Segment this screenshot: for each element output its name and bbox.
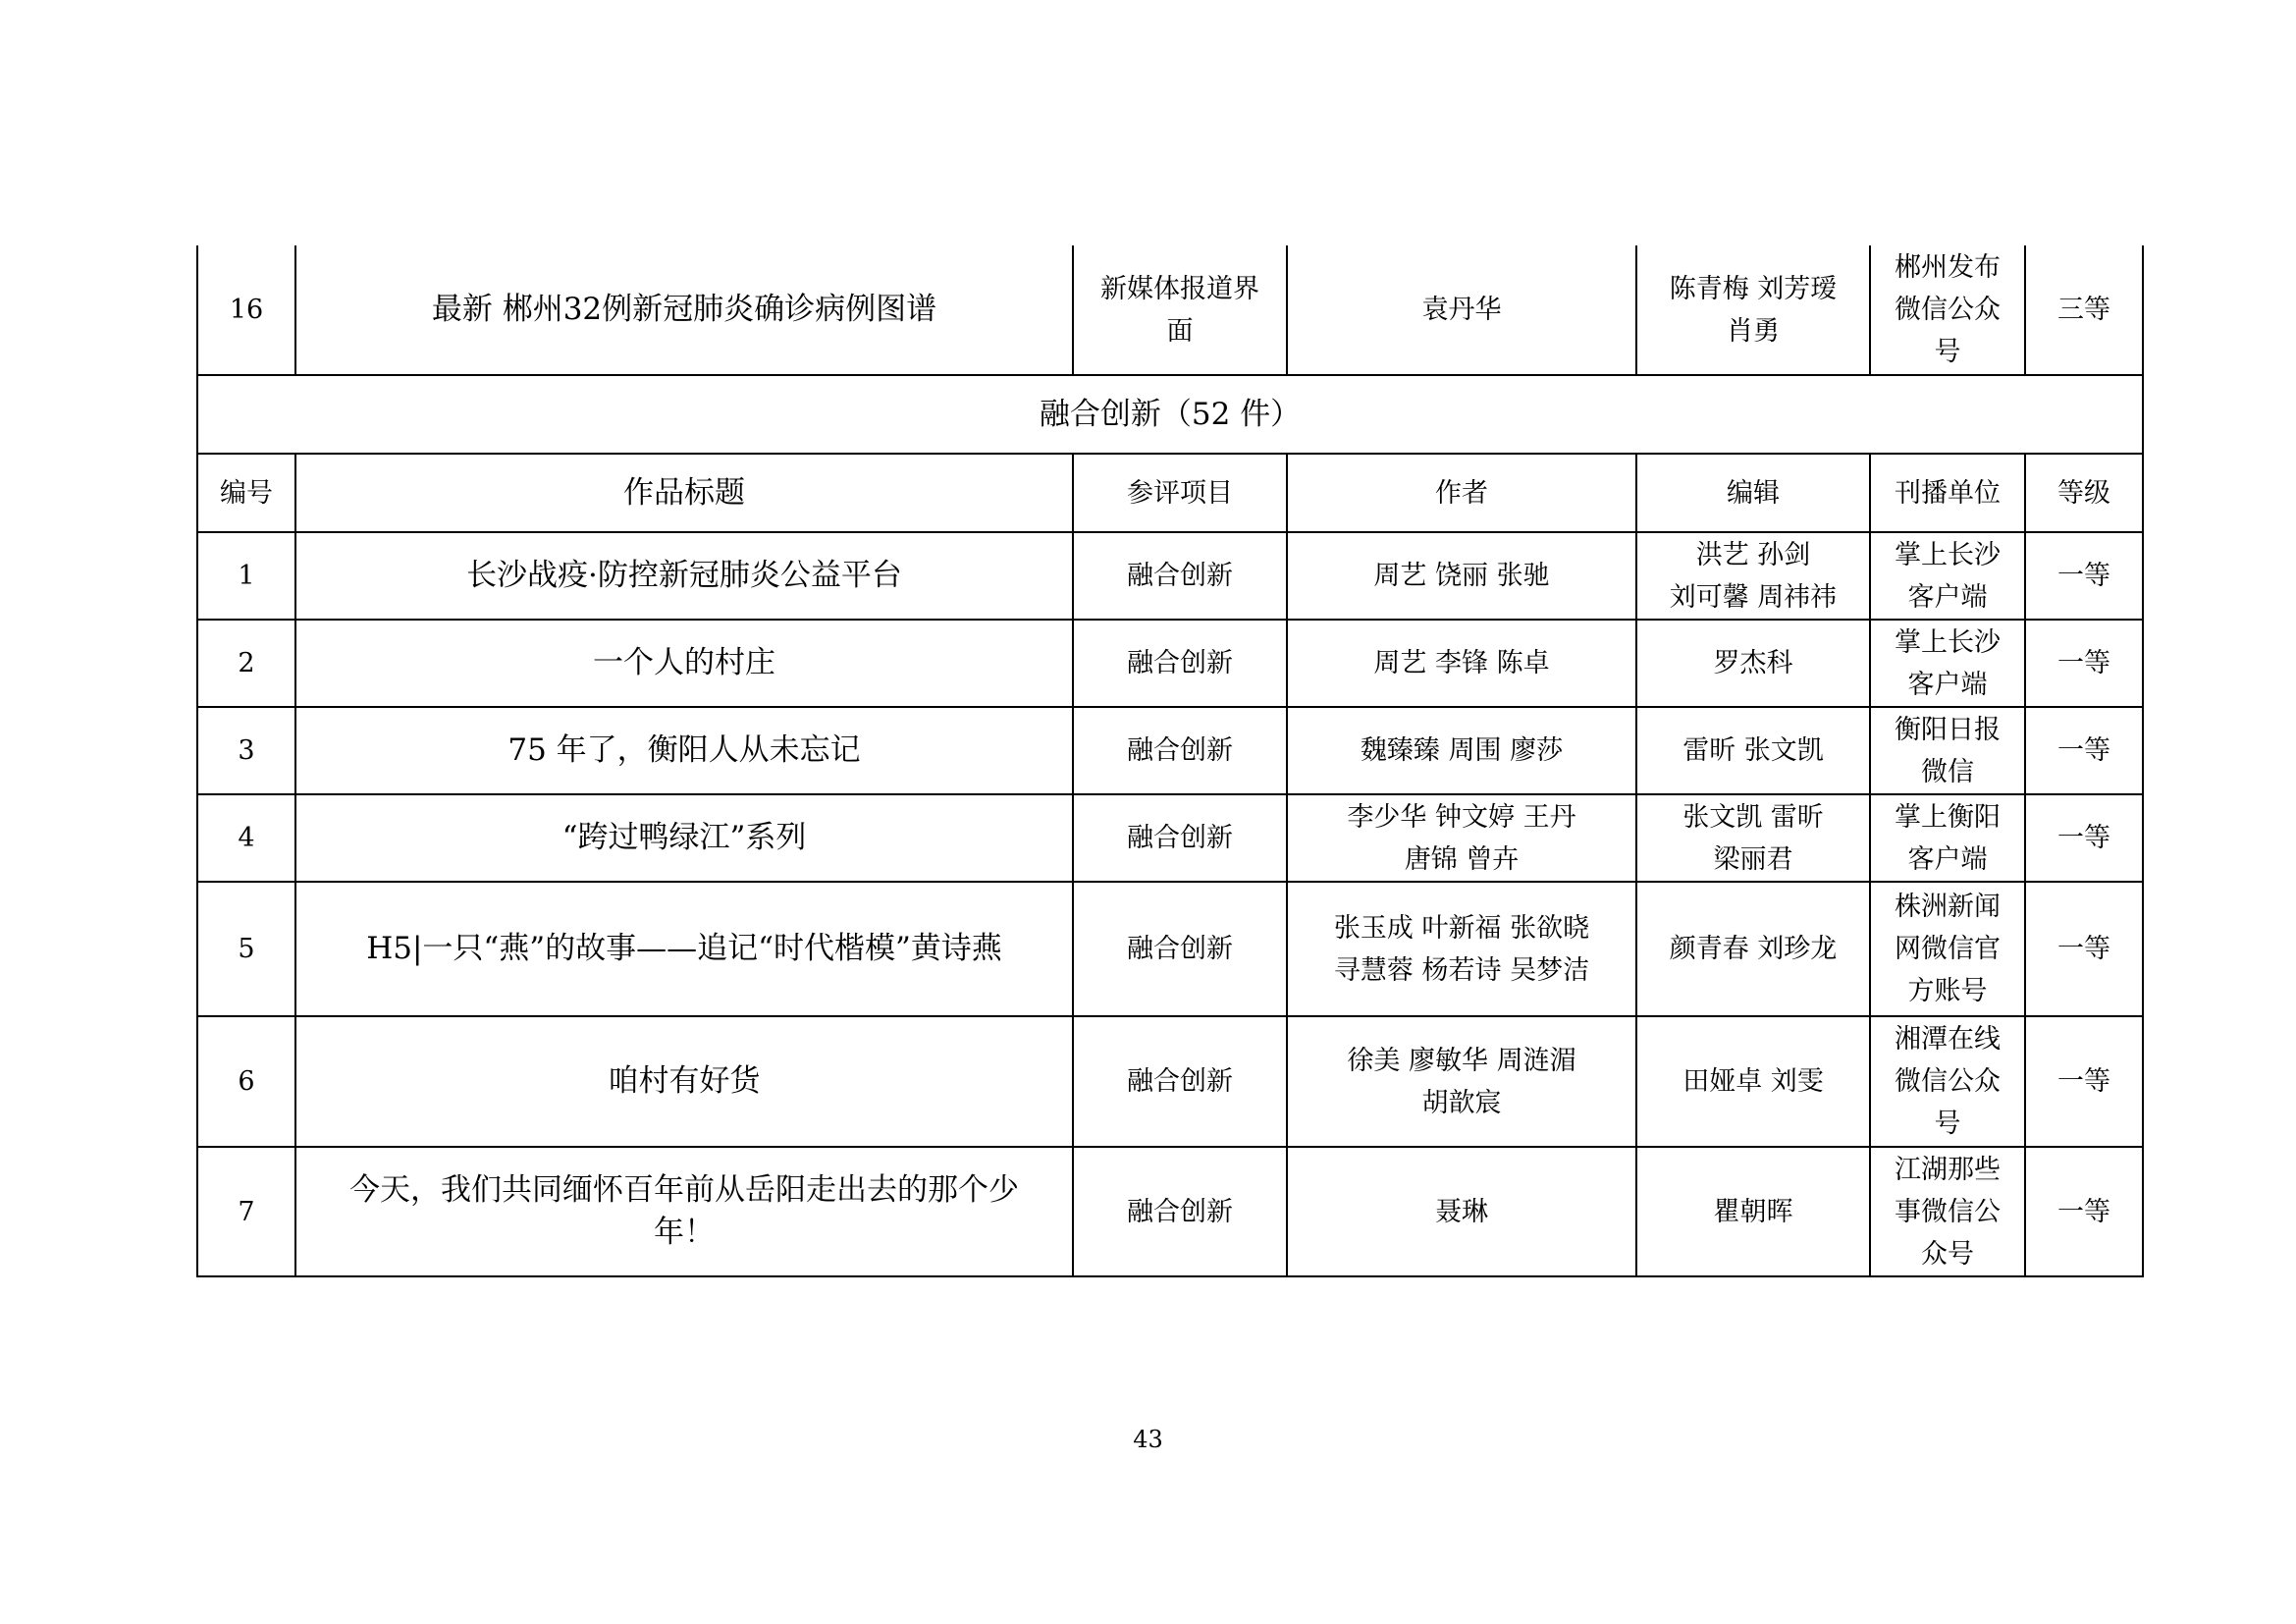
table-row (197, 532, 2143, 620)
cell-title: 长沙战疫·防控新冠肺炎公益平台 (295, 532, 1073, 620)
cell-publisher: 江湖那些 事微信公 众号 (1870, 1147, 2025, 1276)
cell-author: 袁丹华 (1287, 245, 1636, 375)
page-number: 43 (1133, 1426, 1163, 1453)
cell-author: 李少华 钟文婷 王丹 唐锦 曾卉 (1287, 794, 1636, 882)
cell-category: 融合创新 (1073, 882, 1287, 1016)
section-row (197, 375, 2143, 454)
cell-grade: 一等 (2025, 707, 2143, 794)
cell-category: 融合创新 (1073, 1016, 1287, 1147)
table-row (197, 1016, 2143, 1147)
cell-title: 一个人的村庄 (295, 620, 1073, 707)
cell-publisher: 掌上长沙 客户端 (1870, 620, 2025, 707)
table-row (197, 245, 2143, 375)
cell-grade: 一等 (2025, 1147, 2143, 1276)
cell-publisher: 湘潭在线 微信公众 号 (1870, 1016, 2025, 1147)
cell-title: “跨过鸭绿江”系列 (295, 794, 1073, 882)
cell-title: 最新 郴州32例新冠肺炎确诊病例图谱 (295, 245, 1073, 375)
cell-grade: 一等 (2025, 882, 2143, 1016)
cell-publisher: 株洲新闻 网微信官 方账号 (1870, 882, 2025, 1016)
cell-title: 咱村有好货 (295, 1016, 1073, 1147)
cell-publisher: 衡阳日报 微信 (1870, 707, 2025, 794)
table-row (197, 794, 2143, 882)
cell-editor: 陈青梅 刘芳瑷 肖勇 (1636, 245, 1870, 375)
cell-no: 16 (197, 245, 295, 375)
header-editor: 编辑 (1636, 454, 1870, 532)
cell-publisher: 掌上衡阳 客户端 (1870, 794, 2025, 882)
table-row (197, 620, 2143, 707)
cell-editor: 田娅卓 刘雯 (1636, 1016, 1870, 1147)
header-no: 编号 (197, 454, 295, 532)
header-author: 作者 (1287, 454, 1636, 532)
header-grade: 等级 (2025, 454, 2143, 532)
cell-title: 今天，我们共同缅怀百年前从岳阳走出去的那个少 年！ (295, 1147, 1073, 1276)
cell-no: 3 (197, 707, 295, 794)
cell-author: 周艺 李锋 陈卓 (1287, 620, 1636, 707)
cell-no: 5 (197, 882, 295, 1016)
header-title: 作品标题 (295, 454, 1073, 532)
cell-editor: 瞿朝晖 (1636, 1147, 1870, 1276)
table-row (197, 707, 2143, 794)
header-row (197, 454, 2143, 532)
cell-author: 聂琳 (1287, 1147, 1636, 1276)
awards-table (196, 245, 2144, 1277)
cell-grade: 一等 (2025, 794, 2143, 882)
cell-category: 融合创新 (1073, 532, 1287, 620)
cell-editor: 颜青春 刘珍龙 (1636, 882, 1870, 1016)
table-row (197, 882, 2143, 1016)
cell-author: 徐美 廖敏华 周涟湄 胡歆宸 (1287, 1016, 1636, 1147)
cell-author: 周艺 饶丽 张驰 (1287, 532, 1636, 620)
cell-author: 魏臻臻 周围 廖莎 (1287, 707, 1636, 794)
header-publisher: 刊播单位 (1870, 454, 2025, 532)
cell-title: 75 年了，衡阳人从未忘记 (295, 707, 1073, 794)
cell-grade: 一等 (2025, 620, 2143, 707)
cell-category: 融合创新 (1073, 707, 1287, 794)
cell-grade: 三等 (2025, 245, 2143, 375)
cell-editor: 罗杰科 (1636, 620, 1870, 707)
cell-publisher: 掌上长沙 客户端 (1870, 532, 2025, 620)
cell-title: H5|一只“燕”的故事——追记“时代楷模”黄诗燕 (295, 882, 1073, 1016)
cell-category: 新媒体报道界 面 (1073, 245, 1287, 375)
cell-editor: 雷昕 张文凯 (1636, 707, 1870, 794)
cell-no: 2 (197, 620, 295, 707)
cell-no: 7 (197, 1147, 295, 1276)
cell-publisher: 郴州发布 微信公众 号 (1870, 245, 2025, 375)
table-row (197, 1147, 2143, 1276)
cell-editor: 洪艺 孙剑 刘可馨 周祎祎 (1636, 532, 1870, 620)
cell-grade: 一等 (2025, 1016, 2143, 1147)
cell-no: 4 (197, 794, 295, 882)
header-category: 参评项目 (1073, 454, 1287, 532)
cell-category: 融合创新 (1073, 1147, 1287, 1276)
cell-no: 1 (197, 532, 295, 620)
section-title: 融合创新（52 件） (197, 375, 2143, 454)
cell-no: 6 (197, 1016, 295, 1147)
cell-grade: 一等 (2025, 532, 2143, 620)
cell-category: 融合创新 (1073, 620, 1287, 707)
cell-category: 融合创新 (1073, 794, 1287, 882)
cell-author: 张玉成 叶新福 张欲晓 寻慧蓉 杨若诗 吴梦洁 (1287, 882, 1636, 1016)
cell-editor: 张文凯 雷昕 梁丽君 (1636, 794, 1870, 882)
